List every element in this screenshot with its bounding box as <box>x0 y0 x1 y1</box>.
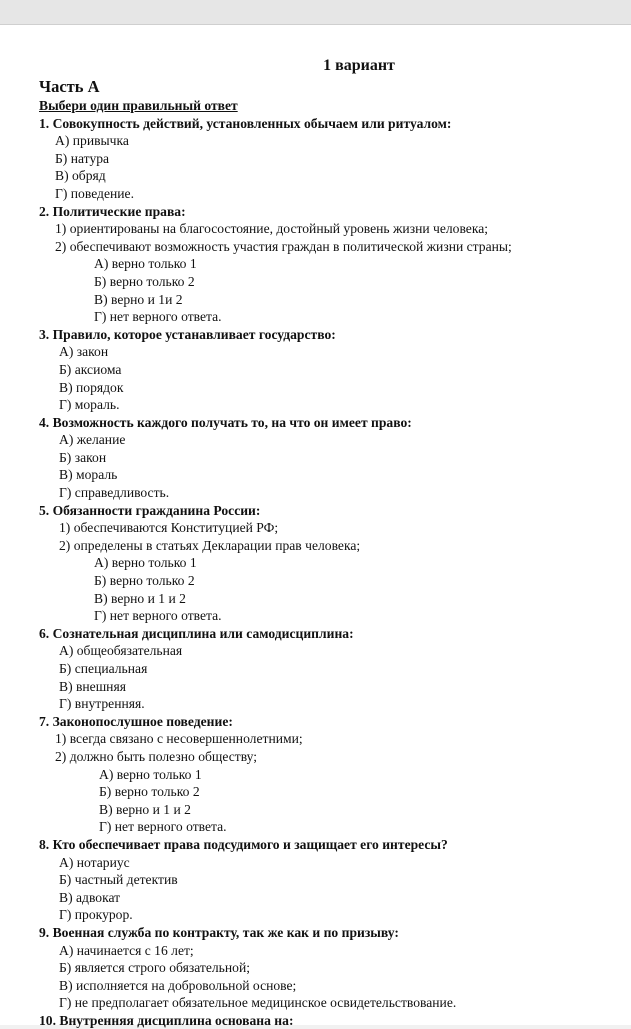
answer-option: В) верно и 1 и 2 <box>94 590 186 606</box>
answer-option: А) нотариус <box>59 854 130 870</box>
answer-option: Г) мораль. <box>59 397 120 413</box>
question-2: 2. Политические права: <box>39 203 186 219</box>
answer-option: А) начинается с 16 лет; <box>59 942 194 958</box>
answer-option: Г) нет верного ответа. <box>99 819 227 835</box>
answer-option: Б) специальная <box>59 661 148 676</box>
statement: 2) определены в статьях Декларации прав человека; <box>59 537 361 553</box>
answer-option: В) верно и 1 и 2 <box>99 801 191 817</box>
question-8: 8. Кто обеспечивает права подсудимого и защищает его интересы? <box>39 836 448 852</box>
answer-option: А) верно только 1 <box>94 256 197 272</box>
answer-option: А) общеобязательная <box>59 643 183 659</box>
statement: 1) всегда связано с несовершеннолетними; <box>55 731 303 747</box>
document-page <box>0 25 631 1028</box>
answer-option: Б) закон <box>59 449 107 465</box>
answer-option: Г) внутренняя. <box>59 696 145 712</box>
question-6: 6. Сознательная дисциплина или самодисциплина: <box>39 625 354 641</box>
question-7: 7. Законопослушное поведение: <box>39 713 233 729</box>
statement: 2) обеспечивают возможность участия граждан в политической жизни страны; <box>55 238 512 254</box>
answer-option: Б) является строго обязательной; <box>59 960 251 976</box>
question-4: 4. Возможность каждого получать то, на что он имеет право: <box>39 414 412 430</box>
answer-option: А) верно только 1 <box>94 555 197 571</box>
answer-option: Г) не предполагает обязательное медицинское освидетельствование. <box>59 995 457 1011</box>
question-1: 1. Совокупность действий, установленных обычаем или ритуалом: <box>39 115 452 131</box>
answer-option: А) желание <box>59 432 126 448</box>
question-5: 5. Обязанности гражданина России: <box>39 502 261 518</box>
answer-option: Б) натура <box>55 150 110 166</box>
answer-option: В) адвокат <box>59 889 121 905</box>
statement: 1) ориентированы на благосостояние, достойный уровень жизни человека; <box>55 221 489 237</box>
instruction: Выбери один правильный ответ <box>39 98 238 113</box>
answer-option: Б) аксиома <box>59 361 122 377</box>
answer-option: Г) нет верного ответа. <box>94 309 222 325</box>
answer-option: А) закон <box>59 344 109 360</box>
answer-option: В) обряд <box>55 168 106 184</box>
answer-option: А) привычка <box>55 133 129 149</box>
question-3: 3. Правило, которое устанавливает государство: <box>39 326 336 342</box>
variant-title: 1 вариант <box>323 57 395 74</box>
answer-option: В) мораль <box>59 467 118 483</box>
answer-option: Г) справедливость. <box>59 485 170 501</box>
question-10: 10. Внутренняя дисциплина основана на: <box>39 1012 294 1028</box>
answer-option: В) порядок <box>59 379 124 395</box>
answer-option: В) верно и 1и 2 <box>94 291 183 307</box>
answer-option: А) верно только 1 <box>99 766 202 782</box>
answer-option: Г) поведение. <box>55 185 134 201</box>
answer-option: Б) верно только 2 <box>94 273 195 289</box>
answer-option: Г) нет верного ответа. <box>94 608 222 624</box>
document-body <box>39 55 619 1029</box>
part-heading: Часть А <box>39 77 100 96</box>
answer-option: Г) прокурор. <box>59 907 133 923</box>
question-9: 9. Военная служба по контракту, так же как и по призыву: <box>39 924 399 940</box>
answer-option: В) внешняя <box>59 678 126 694</box>
viewer-top-bar <box>0 0 631 25</box>
answer-option: В) исполняется на добровольной основе; <box>59 977 297 993</box>
answer-option: Б) частный детектив <box>59 872 178 888</box>
statement: 2) должно быть полезно обществу; <box>55 748 258 764</box>
statement: 1) обеспечиваются Конституцией РФ; <box>59 520 279 536</box>
answer-option: Б) верно только 2 <box>99 784 200 800</box>
answer-option: Б) верно только 2 <box>94 573 195 589</box>
